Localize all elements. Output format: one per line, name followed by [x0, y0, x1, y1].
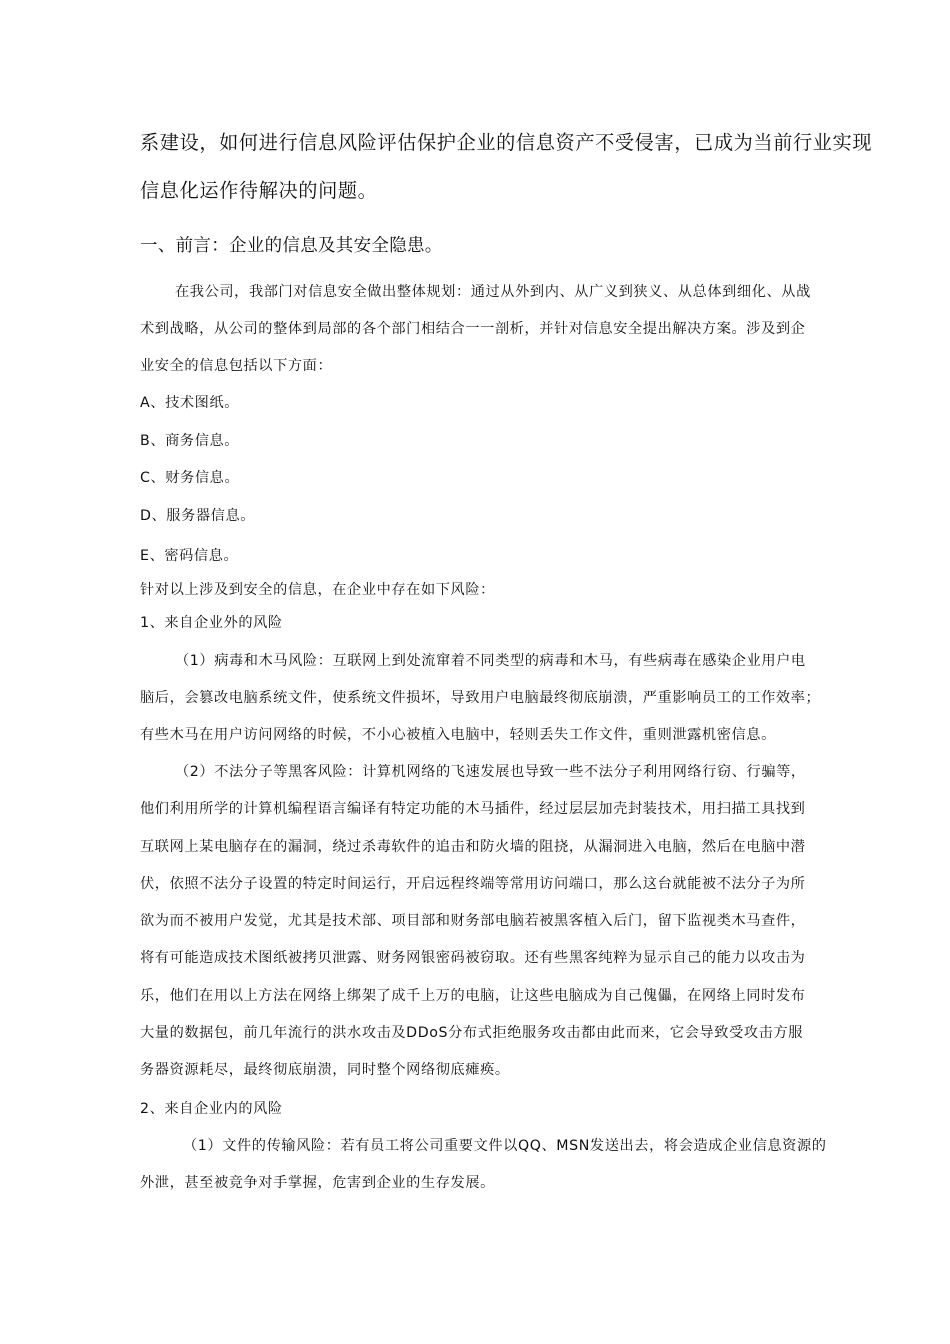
- intro-line-1: 系建设，如何进行信息风险评估保护企业的信息资产不受侵害，已成为当前行业实现: [140, 131, 873, 154]
- hacker-risk-line: 欲为而不被用户发觉，尤其是技术部、项目部和财务部电脑若被黑客植入后门，留下监视类木马查件，: [140, 913, 806, 929]
- section-heading: 一、前言：企业的信息及其安全隐患。: [140, 236, 443, 256]
- info-list-item: E、密码信息。: [140, 548, 239, 564]
- virus-risk-line: 有些木马在用户访问网络的时候，不小心被植入电脑中，轻则丢失工作文件，重则泄露机密信息。: [140, 727, 776, 743]
- info-list-item: C、财务信息。: [140, 470, 240, 486]
- transfer-risk-line: 外泄，甚至被竞争对手掌握，危害到企业的生存发展。: [140, 1175, 495, 1191]
- hacker-risk-line: 互联网上某电脑存在的漏洞，绕过杀毒软件的追击和防火墙的阻挠，从漏洞进入电脑，然后在电脑中潜: [140, 839, 806, 855]
- internal-risk-title: 2、来自企业内的风险: [140, 1101, 283, 1117]
- info-list-item: D、服务器信息。: [140, 508, 256, 524]
- info-list-item: A、技术图纸。: [140, 395, 240, 411]
- hacker-risk-line: 他们利用所学的计算机编程语言编译有特定功能的木马插件，经过层层加壳封装技术，用扫描工具找到: [140, 801, 806, 817]
- overview-line: 业安全的信息包括以下方面：: [140, 358, 333, 374]
- hacker-risk-line: 乐，他们在用以上方法在网络上绑架了成千上万的电脑，让这些电脑成为自己傀儡，在网络上同时发布: [140, 988, 806, 1004]
- hacker-risk-line: 将有可能造成技术图纸被拷贝泄露、财务网银密码被窃取。还有些黑客纯粹为显示自己的能力以攻击为: [140, 950, 806, 966]
- virus-risk-line: 脑后，会篡改电脑系统文件，使系统文件损坏，导致用户电脑最终彻底崩溃，严重影响员工的工作效率；: [140, 690, 821, 706]
- overview-line: 术到战略，从公司的整体到局部的各个部门相结合一一剖析，并针对信息安全提出解决方案。涉及到企: [140, 321, 806, 337]
- hacker-risk-line: 务器资源耗尽，最终彻底崩溃，同时整个网络彻底瘫痪。: [140, 1062, 510, 1078]
- risk-intro: 针对以上涉及到安全的信息，在企业中存在如下风险：: [140, 582, 495, 598]
- intro-line-2: 信息化运作待解决的问题。: [140, 179, 378, 202]
- virus-risk-line: （1）病毒和木马风险：互联网上到处流窜着不同类型的病毒和木马，有些病毒在感染企业用户电: [175, 653, 806, 669]
- hacker-risk-line: 伏，依照不法分子设置的特定时间运行，开启远程终端等常用访问端口，那么这台就能被不法分子为所: [140, 876, 806, 892]
- external-risk-title: 1、来自企业外的风险: [140, 615, 283, 631]
- info-list-item: B、商务信息。: [140, 433, 240, 449]
- overview-line: 在我公司，我部门对信息安全做出整体规划：通过从外到内、从广义到狭义、从总体到细化、从战: [175, 284, 811, 300]
- hacker-risk-line: 大量的数据包，前几年流行的洪水攻击及DDoS分布式拒绝服务攻击都由此而来，它会导致受攻击方服: [140, 1025, 804, 1041]
- hacker-risk-line: （2）不法分子等黑客风险：计算机网络的飞速发展也导致一些不法分子利用网络行窃、行骗等，: [175, 764, 806, 780]
- transfer-risk-line: （1）文件的传输风险：若有员工将公司重要文件以QQ、MSN发送出去，将会造成企业信息资源的: [183, 1138, 827, 1154]
